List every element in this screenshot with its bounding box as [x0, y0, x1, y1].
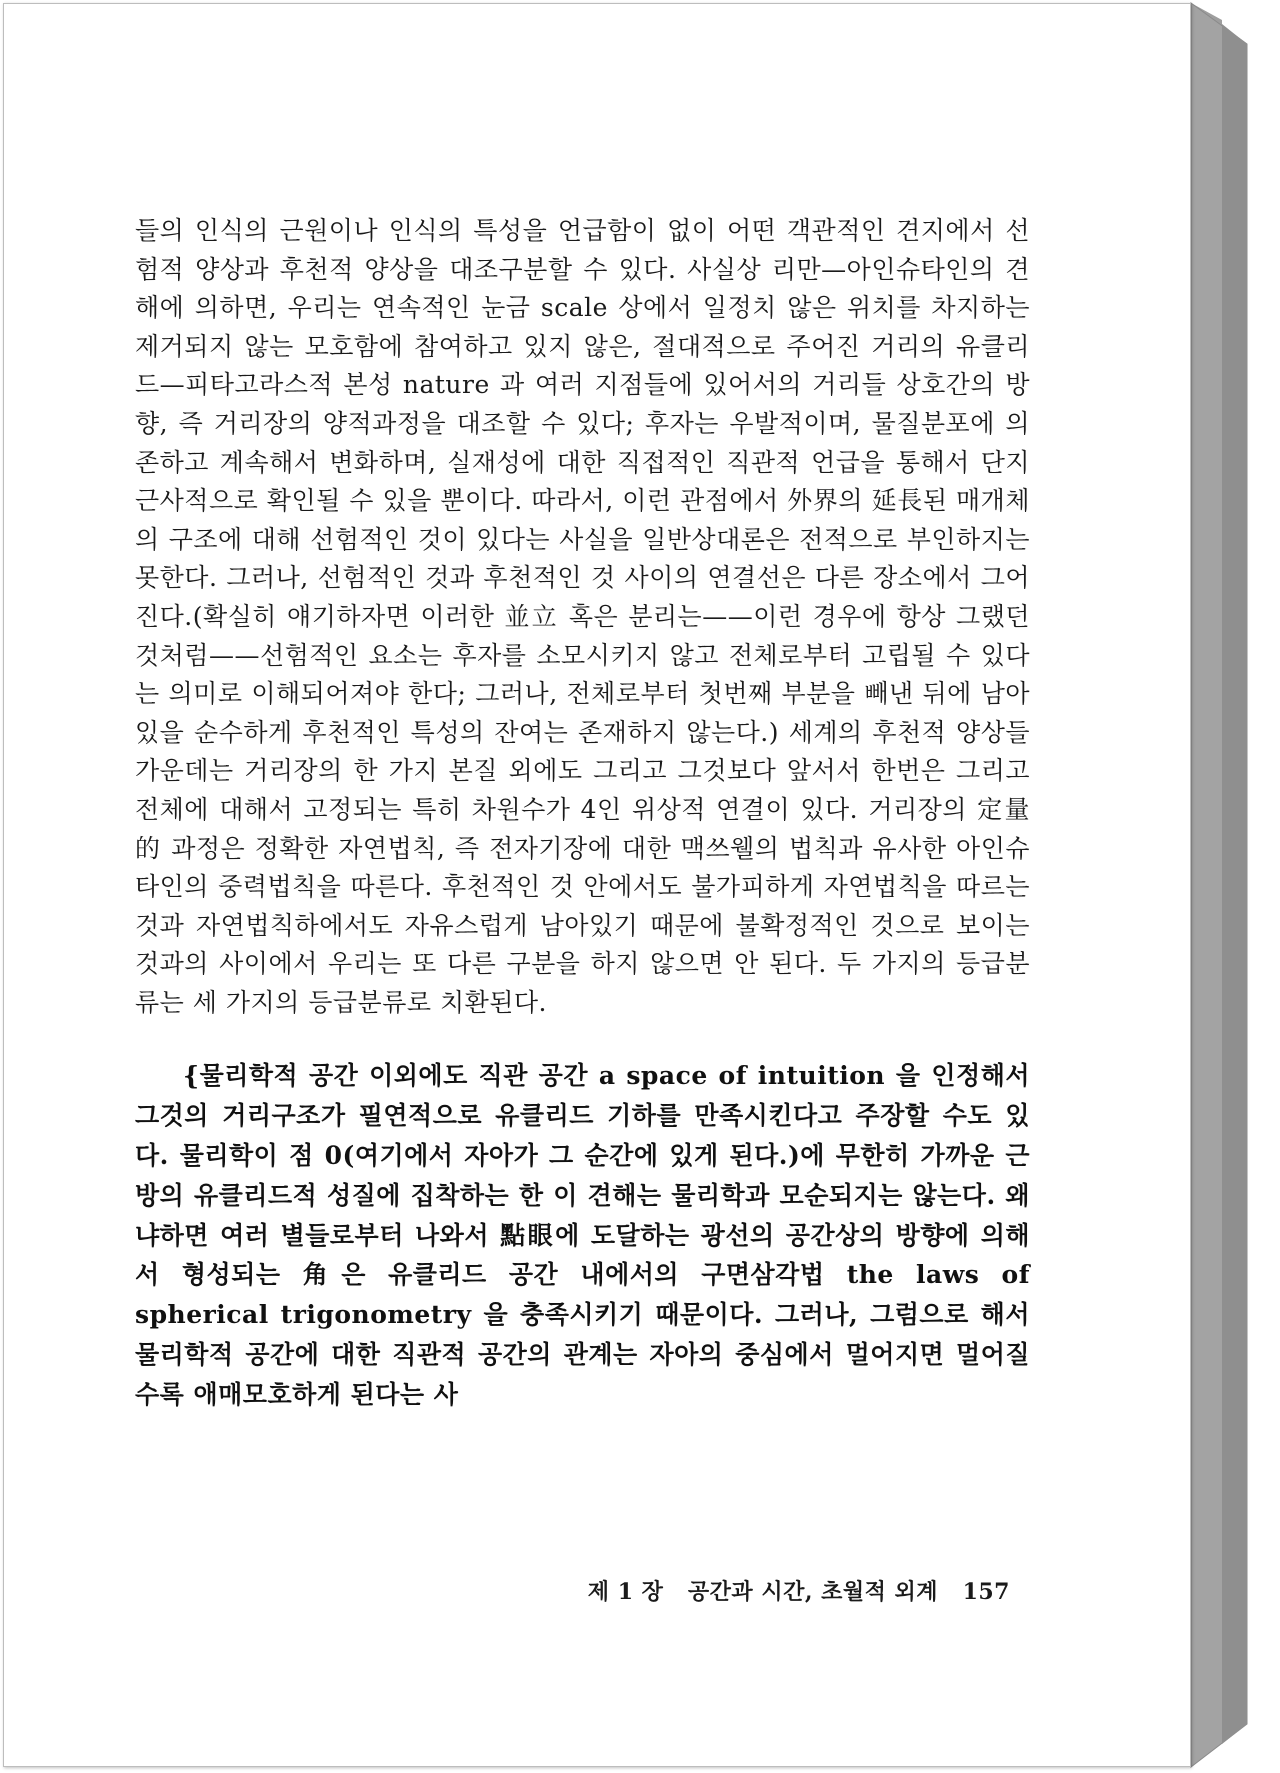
body-text [135, 212, 1030, 1415]
paragraph-2: {물리학적 공간 이외에도 직관 공간 a space of intuition 을 인정해서 그것의 거리구조가 필연적으로 유클리드 기하를 만족시킨다고 주장할 수도 있다. 물리학이 점 0(여기에서 자아가 그 순간에 있게 된다.)에 무한히 가까운 근방의 유클리드적 성질에 집착하는 한 이 견해는 물리학과 모순되지는 않는다. 왜냐하면 여러 별들로부터 나와서 點眼에 도달하는 광선의 공간상의 방향에 의해서 형성되는 角은 유클리드 공간 내에서의 구면삼각법 the laws of spherical trigonometry 을 충족시키기 때문이다. 그러나, 그럼으로 해서 물리학적 공간에 대한 직관적 공간의 관계는 자아의 중심에서 멀어지면 멀어질수록 애매모호하게 된다는 사 [135, 1061, 1030, 1409]
running-footer [560, 1575, 1010, 1606]
footer-title: 공간과 시간, 초월적 외계 [687, 1579, 939, 1605]
page-number: 157 [962, 1579, 1010, 1605]
book-side-shade [1222, 24, 1247, 1744]
footer-chapter: 제 1 장 [587, 1579, 664, 1605]
paragraph-1: 들의 인식의 근원이나 인식의 특성을 언급함이 없이 어떤 객관적인 견지에서 선험적 양상과 후천적 양상을 대조구분할 수 있다. 사실상 리만—아인슈타인의 견해에 의하면, 우리는 연속적인 눈금 scale 상에서 일정치 않은 위치를 차지하는 제거되지 않는 모호함에 참여하고 있지 않은, 절대적으로 주어진 거리의 유클리드—피타고라스적 본성 nature 과 여러 지점들에 있어서의 거리들 상호간의 방향, 즉 거리장의 양적과정을 대조할 수 있다; 후자는 우발적이며, 물질분포에 의존하고 계속해서 변화하며, 실재성에 대한 직접적인 직관적 언급을 통해서 단지 근사적으로 확인될 수 있을 뿐이다. 따라서, 이런 관점에서 外界의 延長된 매개체의 구조에 대해 선험적인 것이 있다는 사실을 일반상대론은 전적으로 부인하지는 못한다. 그러나, 선험적인 것과 후천적인 것 사이의 연결선은 다른 장소에서 그어진다.(확실히 얘기하자면 이러한 並立 혹은 분리는——이런 경우에 항상 그랬던 것처럼——선험적인 요소는 후자를 소모시키지 않고 전체로부터 고립될 수 있다는 의미로 이해되어져야 한다; 그러나, 전체로부터 첫번째 부분을 빼낸 뒤에 남아 있을 순수하게 후천적인 특성의 잔여는 존재하지 않는다.) 세계의 후천적 양상들 가운데는 거리장의 한 가지 본질 외에도 그리고 그것보다 앞서서 한번은 그리고 전체에 대해서 고정되는 특히 차원수가 4인 위상적 연결이 있다. 거리장의 定量的 과정은 정확한 자연법칙, 즉 전자기장에 대한 맥쓰웰의 법칙과 유사한 아인슈타인의 중력법칙을 따른다. 후천적인 것 안에서도 불가피하게 자연법칙을 따르는 것과 자연법칙하에서도 자유스럽게 남아있기 때문에 불확정적인 것으로 보이는 것과의 사이에서 우리는 또 다른 구분을 하지 않으면 안 된다. 두 가지의 등급분류는 세 가지의 등급분류로 치환된다. [135, 216, 1030, 1017]
